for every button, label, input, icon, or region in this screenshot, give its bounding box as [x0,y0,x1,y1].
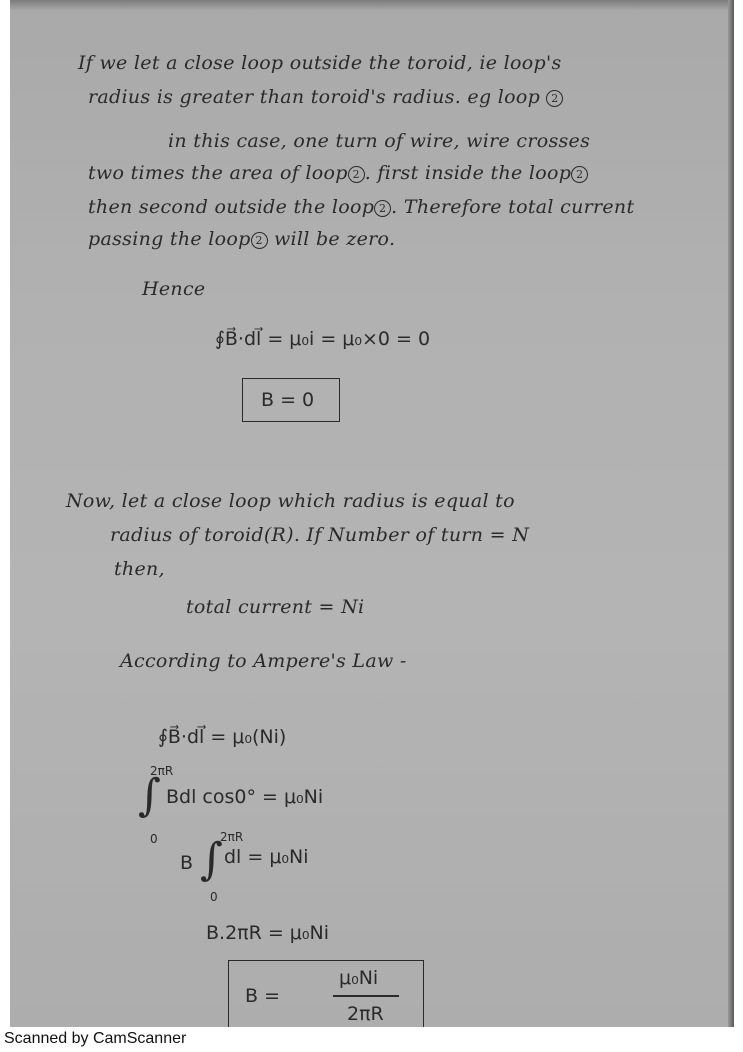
integral-upper-limit: 2πR [150,764,174,778]
paragraph2-line1: Now, let a close loop which radius is equal to [66,490,515,512]
integral-lower-limit: 0 [210,890,218,904]
final-result-numerator: μ₀Ni [339,967,379,989]
final-result-denominator: 2πR [347,1003,384,1025]
paragraph1-line4 [88,162,588,184]
result-b-zero: B = 0 [261,389,315,411]
page-top-edge [10,0,734,10]
integral-upper-limit: 2πR [220,830,244,844]
paragraph1-line5-a: then second outside the loop [88,196,375,218]
scanned-page [10,0,734,1027]
loop-marker: 2 [546,90,563,107]
integral-sign: ∫ [138,770,161,821]
integral-body-dl: dl = μ₀Ni [224,846,309,868]
final-result-box [228,960,424,1027]
paragraph1-line2 [88,86,563,108]
paragraph1-line2-text: radius is greater than toroid's radius. eg loop [88,86,541,108]
loop-marker: 2 [348,166,365,183]
amperes-law-equation: ∮B⃗·dl⃗ = μ₀(Ni) [158,726,287,748]
hence-label: Hence [142,278,206,300]
paragraph1-line3: in this case, one turn of wire, wire crosses [168,130,591,152]
amperes-law-label: According to Ampere's Law - [120,650,407,672]
fraction-bar [333,995,399,997]
equation-zero-current: ∮B⃗·dl⃗ = μ₀i = μ₀×0 = 0 [215,328,431,350]
camscanner-watermark: Scanned by CamScanner [4,1030,187,1047]
loop-marker: 2 [374,200,391,217]
paragraph1-line6-a: passing the loop [88,228,251,250]
paragraph1-line1: If we let a close loop outside the toroid, ie loop's [78,52,562,74]
page-right-edge [728,0,734,1027]
paragraph2-line3: then, [114,558,165,580]
loop-marker: 2 [571,166,588,183]
integral-lower-limit: 0 [150,832,158,846]
paragraph1-line6-b: will be zero. [273,228,396,250]
result-box-b-zero [242,378,340,422]
integral-sign: ∫ [200,834,223,885]
integral-body-cos: Bdl cos0° = μ₀Ni [166,786,324,808]
paragraph1-line4-a: two times the area of loop [88,162,348,184]
paragraph1-line5 [88,196,634,218]
paragraph1-line5-b: . Therefore total current [391,196,635,218]
paragraph2-line2: radius of toroid(R). If Number of turn = N [110,524,530,546]
loop-marker: 2 [251,232,268,249]
paragraph1-line4-b: . first inside the loop [364,162,572,184]
b-prefix: B [180,852,194,874]
final-result-lhs: B = [245,985,280,1007]
paragraph1-line6 [88,228,395,250]
b-2pir-equation: B.2πR = μ₀Ni [206,922,329,944]
total-current-line: total current = Ni [186,596,365,618]
